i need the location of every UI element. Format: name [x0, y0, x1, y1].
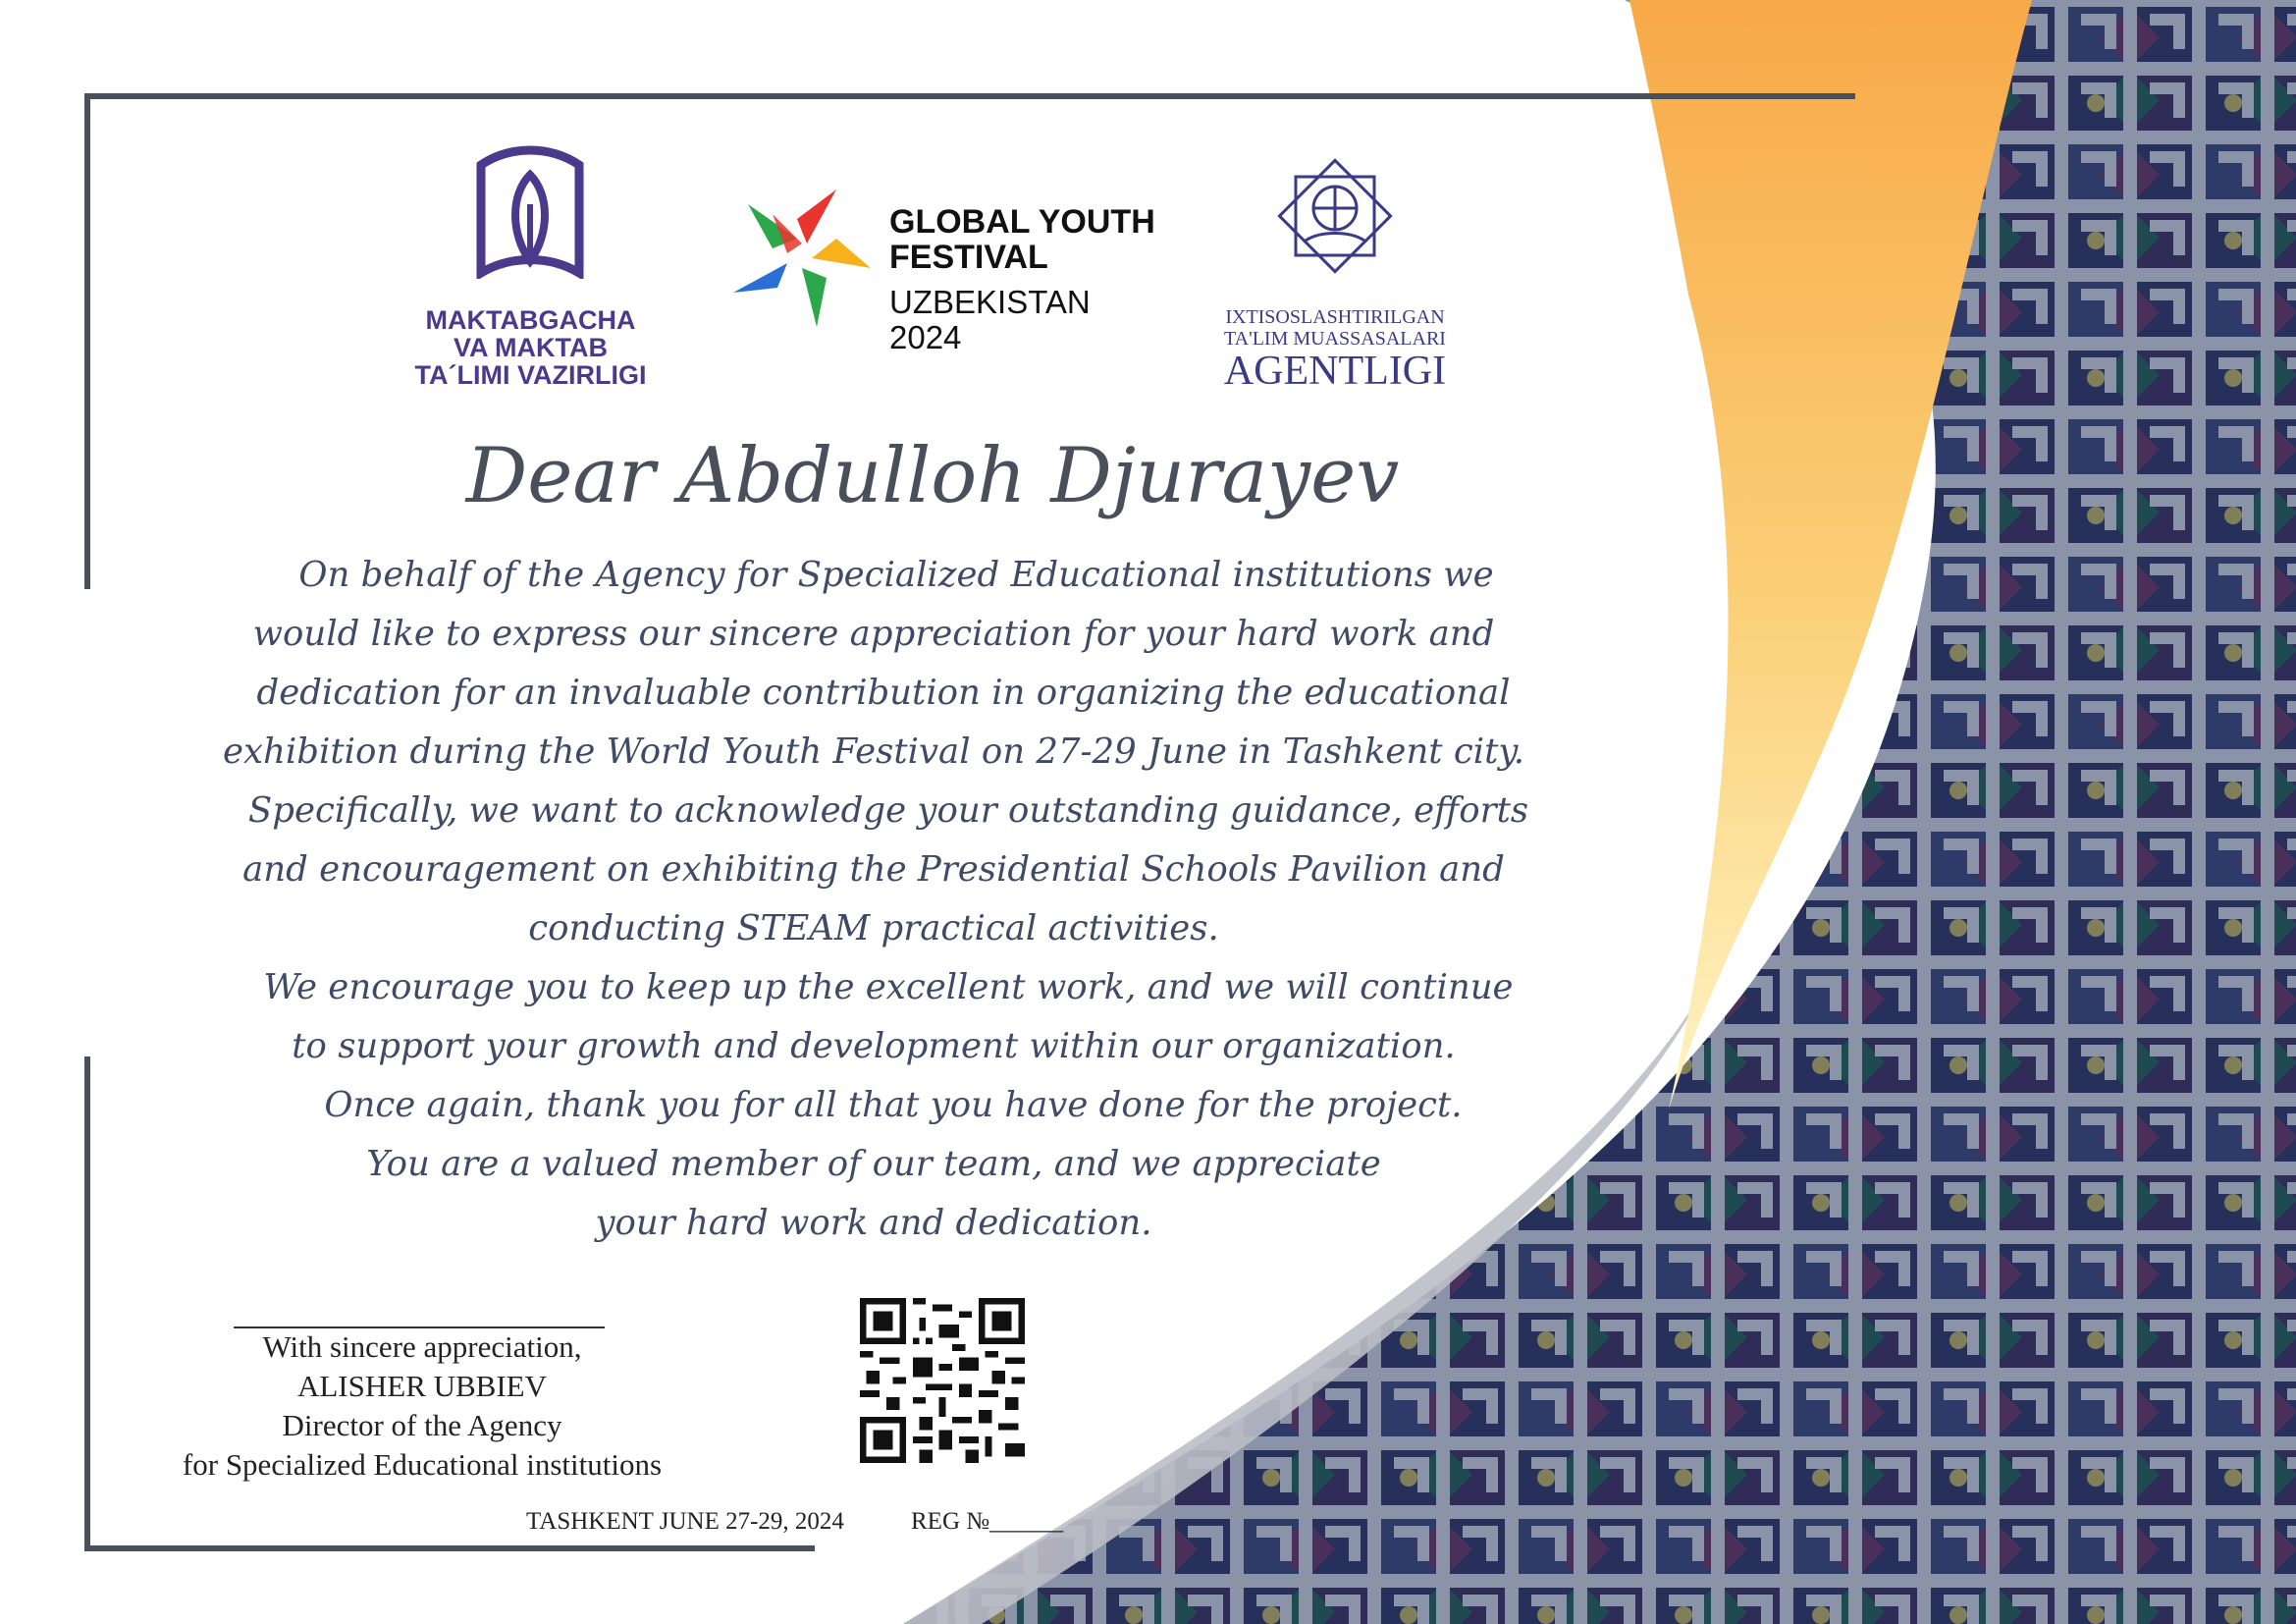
body-line: and encouragement on exhibiting the Presidential Schools Pavilion and — [242, 849, 1505, 890]
ministry-logo-line-3: TA´LIMI VAZIRLIGI — [414, 360, 647, 390]
body-line: would like to express our sincere appreciation for your hard work and — [252, 614, 1495, 654]
ministry-book-icon — [471, 145, 589, 279]
signatory-title: Director of the Agency — [282, 1408, 562, 1442]
body-line: conducting STEAM practical activities. — [528, 908, 1219, 948]
body-line: On behalf of the Agency for Specialized Educational institutions we — [298, 555, 1494, 595]
agency-logo-line-2: TA'LIM MUASSASALARI — [1224, 328, 1446, 350]
signatory-name: ALISHER UBBIEV — [296, 1369, 548, 1403]
agency-logo-line-1: IXTISOSLASHTIRILGAN — [1225, 306, 1445, 328]
agency-emblem-icon — [1266, 147, 1404, 285]
body-line: You are a valued member of our team, and we appreciate — [366, 1144, 1381, 1184]
frame-bottom-line — [84, 1545, 815, 1551]
body-line: We encourage you to keep up the excellent work, and we will continue — [263, 967, 1514, 1007]
signatory-organization: for Specialized Educational institutions — [182, 1447, 663, 1482]
body-line: dedication for an invaluable contribution in organizing the educational — [256, 673, 1511, 713]
ministry-logo-line-2: VA MAKTAB — [454, 333, 608, 362]
frame-top-line — [84, 93, 1855, 99]
agency-logo-line-3: AGENTLIGI — [1223, 349, 1447, 394]
body-line: to support your growth and development within our organization. — [292, 1026, 1456, 1066]
body-line: Once again, thank you for all that you have done for the project. — [324, 1085, 1463, 1125]
body-line: exhibition during the World Youth Festival on 27-29 June in Tashkent city. — [223, 731, 1524, 772]
frame-left-lower-line — [84, 1056, 90, 1551]
recipient-greeting: Dear Abdulloh Djurayev — [465, 432, 1400, 520]
festival-star-icon — [728, 185, 876, 332]
festival-logo-text — [889, 204, 1155, 355]
ministry-logo-text — [391, 306, 670, 389]
certificate-body — [196, 546, 1551, 1253]
qr-code — [860, 1298, 1025, 1463]
signature-closing: With sincere appreciation, — [262, 1329, 582, 1364]
festival-country: UZBEKISTAN — [889, 284, 1091, 320]
agency-logo-text — [1196, 306, 1474, 393]
festival-title-line-1: GLOBAL YOUTH — [889, 203, 1155, 241]
signature-block — [118, 1327, 726, 1485]
festival-title-line-2: FESTIVAL — [889, 239, 1048, 276]
frame-left-upper-line — [84, 93, 90, 589]
body-line: Specifically, we want to acknowledge your outstanding guidance, efforts — [247, 790, 1529, 831]
ministry-logo-line-1: MAKTABGACHA — [425, 305, 636, 335]
registration-number: REG №______ — [911, 1508, 1064, 1535]
place-date: TASHKENT JUNE 27-29, 2024 — [526, 1508, 844, 1535]
festival-year: 2024 — [889, 319, 962, 355]
body-line: your hard work and dedication. — [595, 1203, 1152, 1243]
